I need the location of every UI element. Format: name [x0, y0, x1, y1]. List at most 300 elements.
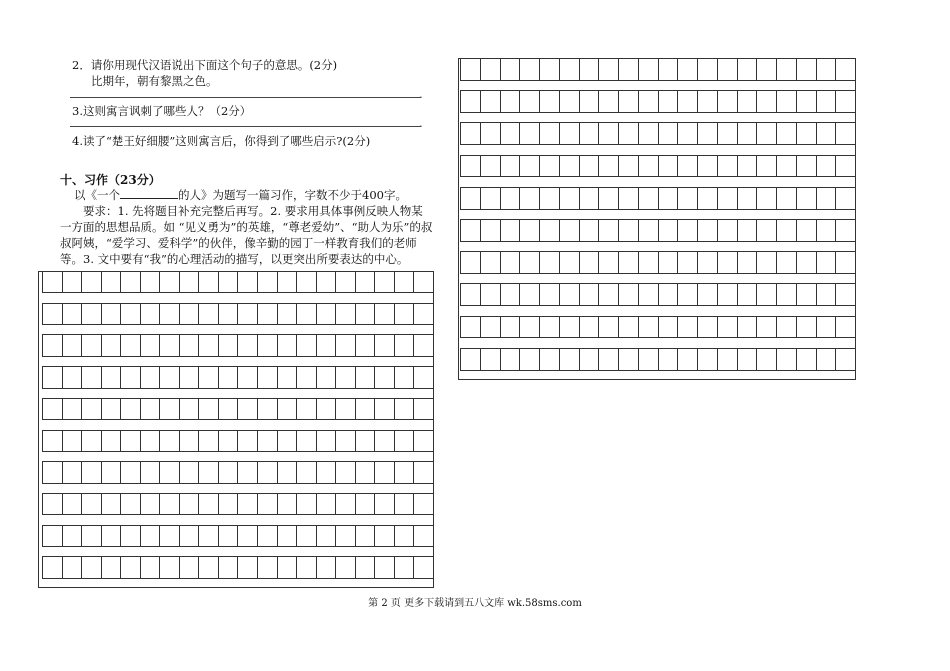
grid-cell[interactable]	[659, 252, 679, 273]
grid-cell[interactable]	[599, 59, 619, 80]
grid-cell[interactable]	[817, 123, 837, 144]
grid-cell[interactable]	[797, 123, 817, 144]
grid-cell[interactable]	[375, 399, 395, 419]
grid-cell[interactable]	[336, 526, 356, 546]
grid-row[interactable]	[42, 303, 434, 325]
grid-cell[interactable]	[102, 557, 122, 577]
grid-row[interactable]	[42, 461, 434, 483]
grid-cell[interactable]	[180, 399, 200, 419]
grid-cell[interactable]	[560, 156, 580, 177]
grid-cell[interactable]	[678, 188, 698, 209]
grid-cell[interactable]	[580, 156, 600, 177]
grid-cell[interactable]	[141, 526, 161, 546]
grid-cell[interactable]	[460, 252, 481, 273]
grid-cell[interactable]	[520, 91, 540, 112]
grid-cell[interactable]	[777, 123, 797, 144]
grid-cell[interactable]	[375, 304, 395, 324]
grid-cell[interactable]	[258, 431, 278, 451]
grid-cell[interactable]	[102, 494, 122, 514]
grid-cell[interactable]	[414, 557, 434, 577]
grid-cell[interactable]	[678, 59, 698, 80]
grid-cell[interactable]	[219, 557, 239, 577]
grid-cell[interactable]	[501, 59, 521, 80]
grid-cell[interactable]	[414, 462, 434, 482]
grid-cell[interactable]	[718, 188, 738, 209]
grid-cell[interactable]	[63, 399, 83, 419]
grid-cell[interactable]	[317, 272, 337, 292]
grid-cell[interactable]	[560, 123, 580, 144]
grid-cell[interactable]	[258, 494, 278, 514]
grid-cell[interactable]	[520, 156, 540, 177]
grid-cell[interactable]	[160, 462, 180, 482]
grid-cell[interactable]	[619, 252, 639, 273]
grid-cell[interactable]	[659, 59, 679, 80]
grid-cell[interactable]	[238, 431, 258, 451]
grid-cell[interactable]	[501, 284, 521, 305]
grid-cell[interactable]	[180, 494, 200, 514]
grid-cell[interactable]	[619, 220, 639, 241]
grid-cell[interactable]	[817, 317, 837, 338]
grid-cell[interactable]	[836, 317, 856, 338]
grid-cell[interactable]	[219, 399, 239, 419]
grid-cell[interactable]	[336, 557, 356, 577]
grid-cell[interactable]	[481, 317, 501, 338]
grid-cell[interactable]	[219, 526, 239, 546]
grid-cell[interactable]	[82, 335, 102, 355]
grid-cell[interactable]	[141, 367, 161, 387]
grid-cell[interactable]	[738, 156, 758, 177]
grid-cell[interactable]	[121, 494, 141, 514]
grid-cell[interactable]	[580, 59, 600, 80]
grid-cell[interactable]	[258, 462, 278, 482]
grid-cell[interactable]	[659, 123, 679, 144]
grid-cell[interactable]	[659, 188, 679, 209]
grid-cell[interactable]	[258, 335, 278, 355]
grid-cell[interactable]	[678, 317, 698, 338]
grid-cell[interactable]	[757, 252, 777, 273]
grid-cell[interactable]	[199, 272, 219, 292]
grid-cell[interactable]	[278, 431, 298, 451]
grid-cell[interactable]	[560, 188, 580, 209]
grid-cell[interactable]	[336, 494, 356, 514]
grid-cell[interactable]	[540, 252, 560, 273]
grid-cell[interactable]	[777, 91, 797, 112]
grid-cell[interactable]	[678, 252, 698, 273]
grid-cell[interactable]	[599, 284, 619, 305]
grid-cell[interactable]	[102, 462, 122, 482]
grid-cell[interactable]	[481, 123, 501, 144]
grid-cell[interactable]	[698, 91, 718, 112]
grid-cell[interactable]	[560, 317, 580, 338]
grid-cell[interactable]	[278, 335, 298, 355]
grid-cell[interactable]	[141, 335, 161, 355]
grid-cell[interactable]	[460, 123, 481, 144]
grid-cell[interactable]	[278, 526, 298, 546]
grid-cell[interactable]	[317, 557, 337, 577]
grid-cell[interactable]	[540, 349, 560, 370]
grid-cell[interactable]	[460, 284, 481, 305]
grid-cell[interactable]	[297, 335, 317, 355]
grid-cell[interactable]	[375, 526, 395, 546]
grid-cell[interactable]	[580, 91, 600, 112]
grid-cell[interactable]	[757, 284, 777, 305]
grid-cell[interactable]	[777, 349, 797, 370]
grid-cell[interactable]	[698, 349, 718, 370]
grid-cell[interactable]	[520, 59, 540, 80]
grid-cell[interactable]	[619, 349, 639, 370]
grid-cell[interactable]	[297, 526, 317, 546]
grid-cell[interactable]	[797, 317, 817, 338]
grid-cell[interactable]	[659, 91, 679, 112]
grid-cell[interactable]	[836, 252, 856, 273]
grid-cell[interactable]	[718, 220, 738, 241]
grid-cell[interactable]	[375, 367, 395, 387]
grid-cell[interactable]	[82, 272, 102, 292]
grid-cell[interactable]	[639, 252, 659, 273]
grid-cell[interactable]	[481, 220, 501, 241]
grid-cell[interactable]	[540, 317, 560, 338]
grid-cell[interactable]	[336, 304, 356, 324]
grid-cell[interactable]	[678, 284, 698, 305]
grid-cell[interactable]	[199, 557, 219, 577]
grid-cell[interactable]	[160, 399, 180, 419]
grid-cell[interactable]	[219, 462, 239, 482]
grid-cell[interactable]	[395, 304, 415, 324]
grid-cell[interactable]	[540, 220, 560, 241]
grid-cell[interactable]	[82, 494, 102, 514]
grid-cell[interactable]	[63, 367, 83, 387]
grid-cell[interactable]	[258, 367, 278, 387]
grid-cell[interactable]	[317, 526, 337, 546]
grid-cell[interactable]	[395, 431, 415, 451]
grid-cell[interactable]	[63, 272, 83, 292]
grid-cell[interactable]	[42, 462, 63, 482]
grid-cell[interactable]	[520, 317, 540, 338]
grid-cell[interactable]	[599, 252, 619, 273]
grid-cell[interactable]	[63, 526, 83, 546]
grid-cell[interactable]	[199, 494, 219, 514]
grid-cell[interactable]	[238, 272, 258, 292]
grid-cell[interactable]	[678, 349, 698, 370]
grid-cell[interactable]	[42, 272, 63, 292]
grid-cell[interactable]	[141, 272, 161, 292]
grid-cell[interactable]	[180, 557, 200, 577]
grid-cell[interactable]	[817, 220, 837, 241]
grid-cell[interactable]	[356, 272, 376, 292]
grid-cell[interactable]	[141, 304, 161, 324]
grid-cell[interactable]	[160, 367, 180, 387]
grid-row[interactable]	[42, 525, 434, 547]
grid-cell[interactable]	[520, 284, 540, 305]
grid-cell[interactable]	[121, 526, 141, 546]
grid-cell[interactable]	[659, 349, 679, 370]
grid-cell[interactable]	[678, 220, 698, 241]
grid-cell[interactable]	[238, 494, 258, 514]
grid-cell[interactable]	[460, 156, 481, 177]
grid-cell[interactable]	[718, 59, 738, 80]
grid-cell[interactable]	[63, 462, 83, 482]
grid-cell[interactable]	[639, 91, 659, 112]
grid-cell[interactable]	[520, 349, 540, 370]
grid-cell[interactable]	[102, 399, 122, 419]
grid-cell[interactable]	[836, 156, 856, 177]
grid-cell[interactable]	[238, 399, 258, 419]
grid-cell[interactable]	[375, 272, 395, 292]
grid-cell[interactable]	[698, 188, 718, 209]
grid-cell[interactable]	[817, 59, 837, 80]
grid-cell[interactable]	[180, 367, 200, 387]
grid-cell[interactable]	[520, 188, 540, 209]
grid-row[interactable]	[42, 556, 434, 578]
grid-cell[interactable]	[540, 123, 560, 144]
grid-cell[interactable]	[580, 317, 600, 338]
grid-cell[interactable]	[836, 91, 856, 112]
grid-cell[interactable]	[278, 304, 298, 324]
grid-cell[interactable]	[836, 59, 856, 80]
grid-cell[interactable]	[199, 367, 219, 387]
grid-cell[interactable]	[336, 399, 356, 419]
grid-cell[interactable]	[278, 367, 298, 387]
grid-cell[interactable]	[317, 304, 337, 324]
grid-cell[interactable]	[520, 123, 540, 144]
grid-cell[interactable]	[395, 272, 415, 292]
grid-cell[interactable]	[659, 220, 679, 241]
grid-cell[interactable]	[481, 91, 501, 112]
grid-cell[interactable]	[501, 252, 521, 273]
grid-cell[interactable]	[219, 272, 239, 292]
grid-cell[interactable]	[698, 284, 718, 305]
grid-cell[interactable]	[336, 367, 356, 387]
grid-cell[interactable]	[336, 462, 356, 482]
grid-cell[interactable]	[580, 220, 600, 241]
grid-cell[interactable]	[460, 317, 481, 338]
grid-row[interactable]	[42, 366, 434, 388]
grid-cell[interactable]	[356, 367, 376, 387]
grid-row[interactable]	[460, 283, 856, 306]
grid-cell[interactable]	[560, 59, 580, 80]
grid-cell[interactable]	[599, 123, 619, 144]
grid-cell[interactable]	[238, 367, 258, 387]
grid-cell[interactable]	[356, 304, 376, 324]
grid-cell[interactable]	[678, 91, 698, 112]
grid-cell[interactable]	[560, 252, 580, 273]
grid-cell[interactable]	[141, 494, 161, 514]
grid-cell[interactable]	[639, 220, 659, 241]
grid-cell[interactable]	[678, 123, 698, 144]
grid-cell[interactable]	[460, 188, 481, 209]
grid-cell[interactable]	[102, 367, 122, 387]
grid-cell[interactable]	[414, 335, 434, 355]
grid-cell[interactable]	[777, 59, 797, 80]
grid-cell[interactable]	[718, 156, 738, 177]
grid-cell[interactable]	[520, 252, 540, 273]
grid-cell[interactable]	[599, 91, 619, 112]
grid-row[interactable]	[460, 122, 856, 145]
grid-cell[interactable]	[317, 494, 337, 514]
grid-cell[interactable]	[160, 304, 180, 324]
grid-cell[interactable]	[501, 220, 521, 241]
grid-cell[interactable]	[395, 462, 415, 482]
grid-cell[interactable]	[356, 526, 376, 546]
grid-cell[interactable]	[836, 123, 856, 144]
grid-cell[interactable]	[102, 526, 122, 546]
grid-cell[interactable]	[278, 462, 298, 482]
grid-cell[interactable]	[42, 367, 63, 387]
grid-cell[interactable]	[219, 335, 239, 355]
grid-cell[interactable]	[797, 59, 817, 80]
grid-cell[interactable]	[501, 123, 521, 144]
grid-cell[interactable]	[501, 91, 521, 112]
grid-cell[interactable]	[375, 431, 395, 451]
grid-cell[interactable]	[297, 272, 317, 292]
grid-cell[interactable]	[738, 91, 758, 112]
grid-cell[interactable]	[238, 462, 258, 482]
grid-cell[interactable]	[501, 349, 521, 370]
grid-cell[interactable]	[356, 335, 376, 355]
grid-cell[interactable]	[738, 349, 758, 370]
grid-cell[interactable]	[317, 399, 337, 419]
grid-cell[interactable]	[180, 431, 200, 451]
grid-cell[interactable]	[42, 304, 63, 324]
grid-cell[interactable]	[375, 557, 395, 577]
grid-cell[interactable]	[121, 399, 141, 419]
grid-cell[interactable]	[336, 335, 356, 355]
grid-cell[interactable]	[336, 272, 356, 292]
grid-cell[interactable]	[42, 431, 63, 451]
grid-cell[interactable]	[414, 526, 434, 546]
grid-cell[interactable]	[160, 494, 180, 514]
grid-row[interactable]	[460, 316, 856, 339]
grid-cell[interactable]	[199, 399, 219, 419]
grid-cell[interactable]	[757, 349, 777, 370]
grid-cell[interactable]	[836, 349, 856, 370]
grid-cell[interactable]	[180, 335, 200, 355]
grid-cell[interactable]	[580, 188, 600, 209]
grid-cell[interactable]	[560, 349, 580, 370]
grid-cell[interactable]	[738, 220, 758, 241]
grid-cell[interactable]	[414, 494, 434, 514]
grid-cell[interactable]	[121, 431, 141, 451]
grid-cell[interactable]	[757, 188, 777, 209]
grid-cell[interactable]	[460, 91, 481, 112]
grid-cell[interactable]	[540, 188, 560, 209]
grid-cell[interactable]	[718, 91, 738, 112]
grid-cell[interactable]	[356, 462, 376, 482]
grid-cell[interactable]	[42, 335, 63, 355]
grid-cell[interactable]	[757, 91, 777, 112]
writing-grid-left[interactable]	[38, 271, 434, 588]
grid-cell[interactable]	[278, 399, 298, 419]
grid-cell[interactable]	[817, 349, 837, 370]
grid-cell[interactable]	[297, 557, 317, 577]
grid-cell[interactable]	[817, 284, 837, 305]
grid-cell[interactable]	[639, 284, 659, 305]
grid-cell[interactable]	[777, 220, 797, 241]
grid-cell[interactable]	[375, 335, 395, 355]
grid-cell[interactable]	[82, 526, 102, 546]
grid-cell[interactable]	[520, 220, 540, 241]
grid-cell[interactable]	[481, 252, 501, 273]
grid-cell[interactable]	[297, 494, 317, 514]
grid-cell[interactable]	[738, 123, 758, 144]
grid-cell[interactable]	[102, 304, 122, 324]
grid-cell[interactable]	[238, 526, 258, 546]
grid-cell[interactable]	[317, 462, 337, 482]
grid-cell[interactable]	[317, 431, 337, 451]
grid-cell[interactable]	[797, 156, 817, 177]
grid-cell[interactable]	[836, 188, 856, 209]
grid-cell[interactable]	[63, 304, 83, 324]
grid-cell[interactable]	[414, 272, 434, 292]
grid-cell[interactable]	[375, 462, 395, 482]
grid-cell[interactable]	[121, 335, 141, 355]
grid-cell[interactable]	[199, 335, 219, 355]
grid-cell[interactable]	[258, 272, 278, 292]
answer-line-q3[interactable]	[70, 126, 420, 127]
grid-cell[interactable]	[777, 284, 797, 305]
grid-cell[interactable]	[698, 220, 718, 241]
grid-cell[interactable]	[460, 220, 481, 241]
grid-cell[interactable]	[639, 59, 659, 80]
grid-cell[interactable]	[698, 317, 718, 338]
grid-cell[interactable]	[278, 494, 298, 514]
grid-cell[interactable]	[817, 91, 837, 112]
grid-cell[interactable]	[82, 304, 102, 324]
grid-cell[interactable]	[718, 284, 738, 305]
grid-cell[interactable]	[698, 59, 718, 80]
grid-cell[interactable]	[199, 431, 219, 451]
grid-cell[interactable]	[797, 91, 817, 112]
grid-cell[interactable]	[42, 399, 63, 419]
grid-cell[interactable]	[481, 188, 501, 209]
grid-cell[interactable]	[42, 526, 63, 546]
grid-row[interactable]	[460, 187, 856, 210]
grid-cell[interactable]	[738, 317, 758, 338]
grid-cell[interactable]	[199, 304, 219, 324]
grid-cell[interactable]	[599, 220, 619, 241]
grid-cell[interactable]	[160, 526, 180, 546]
grid-cell[interactable]	[757, 123, 777, 144]
grid-cell[interactable]	[718, 349, 738, 370]
grid-cell[interactable]	[540, 284, 560, 305]
grid-cell[interactable]	[297, 399, 317, 419]
grid-cell[interactable]	[395, 557, 415, 577]
grid-cell[interactable]	[460, 59, 481, 80]
grid-row[interactable]	[460, 58, 856, 81]
grid-cell[interactable]	[317, 367, 337, 387]
grid-cell[interactable]	[336, 431, 356, 451]
grid-cell[interactable]	[757, 59, 777, 80]
grid-cell[interactable]	[238, 304, 258, 324]
grid-cell[interactable]	[42, 494, 63, 514]
grid-cell[interactable]	[560, 91, 580, 112]
grid-cell[interactable]	[659, 284, 679, 305]
grid-row[interactable]	[42, 334, 434, 356]
grid-row[interactable]	[42, 271, 434, 293]
grid-cell[interactable]	[599, 349, 619, 370]
grid-cell[interactable]	[141, 431, 161, 451]
grid-cell[interactable]	[414, 399, 434, 419]
grid-cell[interactable]	[639, 123, 659, 144]
writing-grid-right[interactable]	[458, 58, 856, 380]
grid-cell[interactable]	[757, 220, 777, 241]
grid-cell[interactable]	[817, 252, 837, 273]
grid-cell[interactable]	[481, 349, 501, 370]
grid-cell[interactable]	[619, 188, 639, 209]
grid-cell[interactable]	[619, 156, 639, 177]
grid-cell[interactable]	[180, 272, 200, 292]
grid-cell[interactable]	[797, 220, 817, 241]
